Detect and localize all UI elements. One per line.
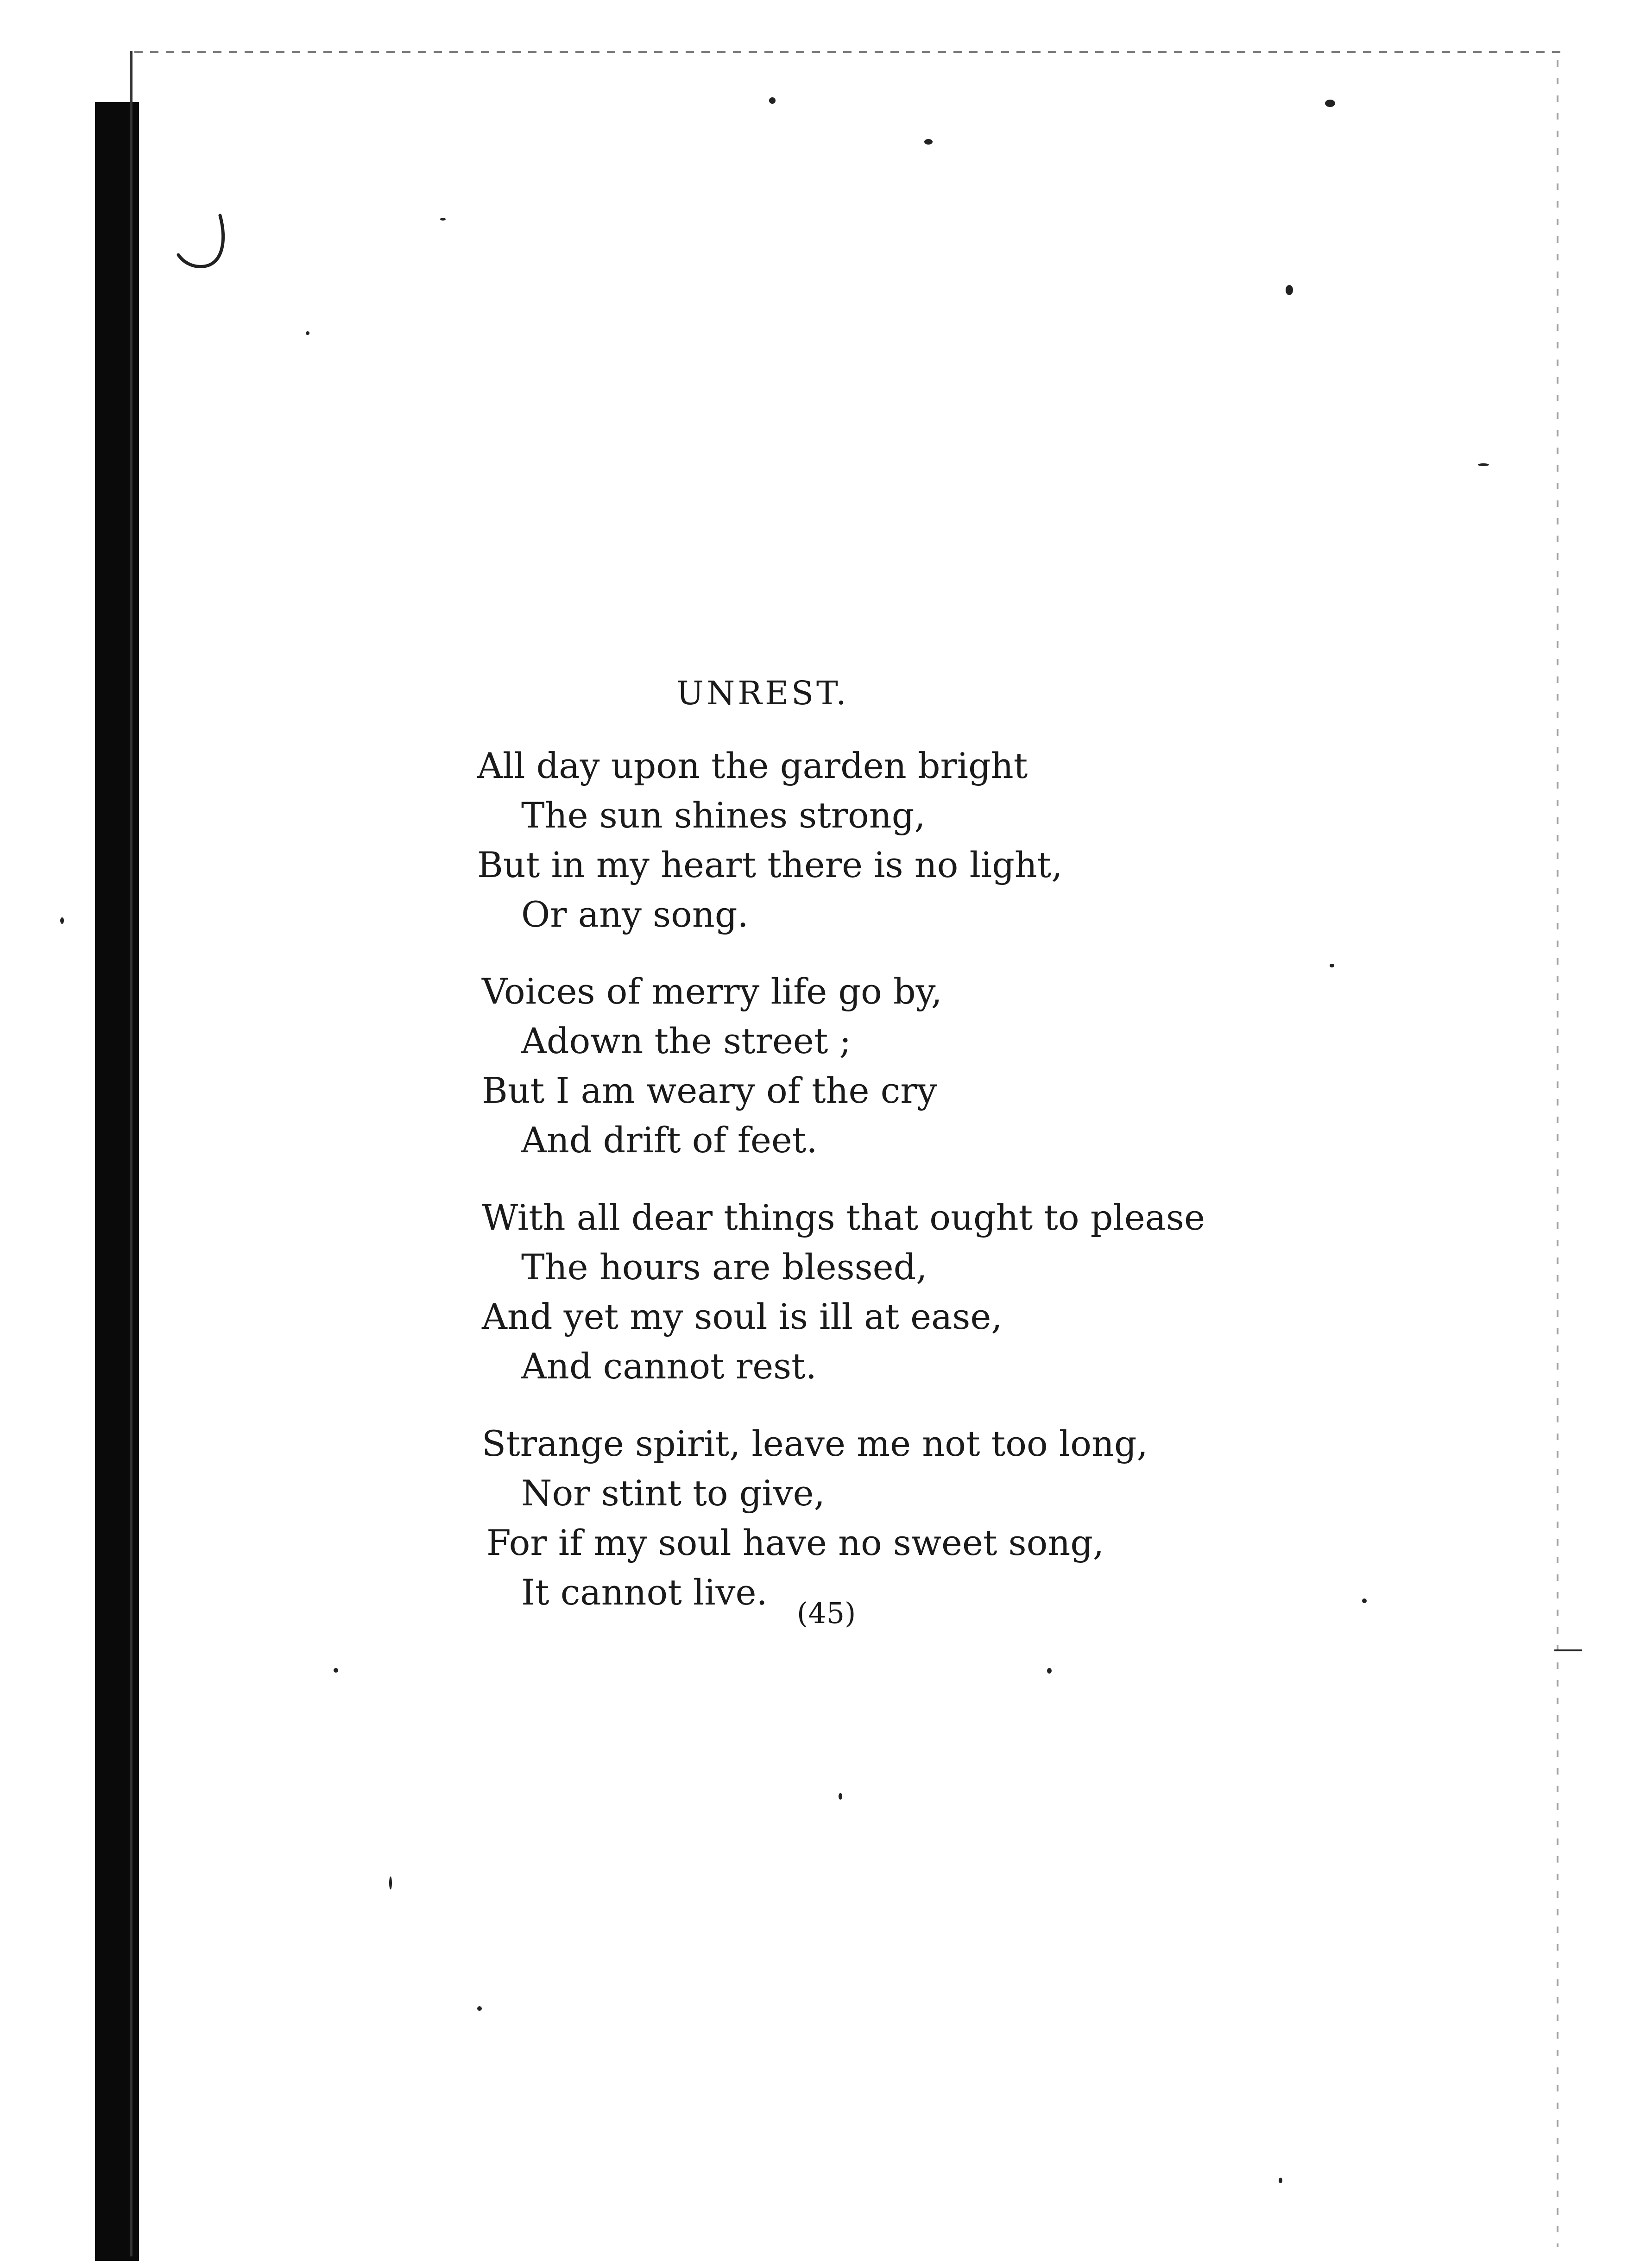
scan-speck: [839, 1793, 842, 1800]
scan-speck: [334, 1668, 338, 1673]
poem-line: And cannot rest.: [521, 1346, 817, 1387]
scan-speck: [769, 97, 776, 104]
scan-speck: [1554, 1649, 1582, 1651]
scan-speck: [1362, 1598, 1367, 1603]
scan-speck: [1478, 463, 1489, 466]
page-edge-right: [1557, 60, 1558, 2247]
poem-line: For if my soul have no sweet song,: [486, 1522, 1104, 1563]
scan-speck: [60, 917, 64, 924]
scan-speck: [389, 1876, 392, 1889]
poem-line: The sun shines strong,: [521, 795, 926, 836]
poem-line: Or any song.: [521, 894, 749, 935]
poem-line: Nor stint to give,: [521, 1472, 825, 1514]
poem-line: But in my heart there is no light,: [477, 844, 1063, 885]
poem-line: All day upon the garden bright: [477, 745, 1028, 786]
page-edge-top: [134, 51, 1561, 53]
poem-line: It cannot live.: [521, 1572, 768, 1613]
poem-line: Voices of merry life go by,: [482, 971, 942, 1012]
poem-line: The hours are blessed,: [521, 1246, 927, 1288]
poem-line: And yet my soul is ill at ease,: [482, 1296, 1003, 1337]
pencil-mark-icon: [176, 213, 232, 273]
scan-speck: [1330, 964, 1334, 967]
scan-speck: [306, 331, 309, 335]
scan-speck: [1047, 1668, 1052, 1674]
poem-title: UNREST.: [676, 674, 849, 712]
poem-line: Strange spirit, leave me not too long,: [482, 1423, 1148, 1464]
page-number: (45): [797, 1596, 856, 1630]
scan-speck: [1325, 100, 1335, 107]
page-edge-left: [130, 51, 132, 2256]
scan-speck: [477, 2006, 482, 2011]
poem-line: Adown the street ;: [521, 1020, 852, 1061]
poem-line: And drift of feet.: [521, 1119, 818, 1161]
poem-line: But I am weary of the cry: [482, 1070, 937, 1111]
scan-speck: [924, 139, 933, 145]
poem-line: With all dear things that ought to please: [482, 1197, 1205, 1238]
scan-speck: [1279, 2178, 1282, 2183]
scan-speck: [1286, 285, 1293, 295]
scan-speck: [440, 218, 446, 221]
